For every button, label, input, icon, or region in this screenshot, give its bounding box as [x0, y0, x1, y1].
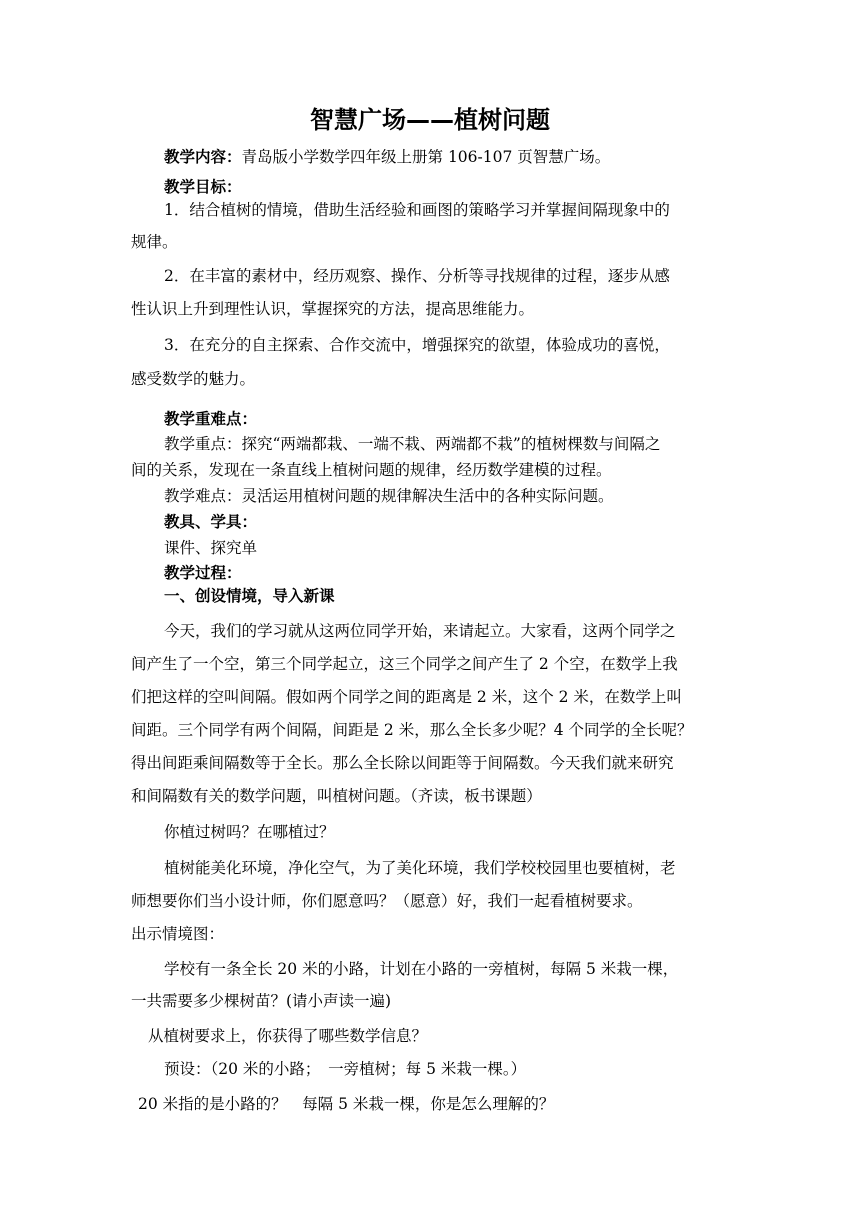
section-1-heading: 一、创设情境，导入新课 [164, 587, 335, 605]
paragraph-7: 预设：（20 米的小路； 一旁植树；每 5 米栽一棵。） [164, 1060, 527, 1078]
paragraph-4: 出示情境图： [131, 925, 225, 943]
paragraph-1-line-1: 今天，我们的学习就从这两位同学开始，来请起立。大家看，这两个同学之 [164, 622, 676, 640]
tools-text: 课件、探究单 [164, 539, 258, 557]
paragraph-3-line-1: 植树能美化环境，净化空气，为了美化环境，我们学校校园里也要植树，老 [164, 859, 676, 877]
paragraph-6: 从植树要求上，你获得了哪些数学信息？ [148, 1027, 428, 1045]
key-points-heading: 教学重难点： [164, 410, 258, 428]
teaching-content-line [164, 146, 610, 168]
key-point-line-1: 教学重点：探究“两端都栽、一端不栽、两端都不栽”的植树棵数与间隔之 [164, 435, 661, 453]
difficulty-line: 教学难点：灵活运用植树问题的规律解决生活中的各种实际问题。 [164, 487, 614, 505]
paragraph-3-line-2: 师想要你们当小设计师，你们愿意吗？（愿意）好，我们一起看植树要求。 [131, 892, 643, 910]
goal-2-line-1: 2．在丰富的素材中，经历观察、操作、分析等寻找规律的过程，逐步从感 [164, 267, 670, 285]
key-point-line-2: 间的关系，发现在一条直线上植树问题的规律，经历数学建模的过程。 [131, 461, 612, 479]
paragraph-1-line-5: 得出间距乘间隔数等于全长。那么全长除以间距等于间隔数。今天我们就来研究 [131, 754, 674, 772]
goal-3-line-1: 3．在充分的自主探索、合作交流中，增强探究的欲望，体验成功的喜悦， [164, 336, 670, 354]
paragraph-2: 你植过树吗？在哪植过？ [164, 823, 335, 841]
goals-heading: 教学目标： [164, 178, 242, 196]
goal-1-line-2: 规律。 [131, 233, 178, 251]
teaching-content-text: 青岛版小学数学四年级上册第 106-107 页智慧广场。 [241, 148, 611, 166]
paragraph-1-line-4: 间距。三个同学有两个间隔，间距是 2 米，那么全长多少呢？4 个同学的全长呢？ [131, 721, 693, 739]
goal-3-line-2: 感受数学的魅力。 [131, 370, 256, 388]
process-heading: 教学过程： [164, 564, 242, 582]
document-title: 智慧广场——植树问题 [310, 106, 550, 134]
paragraph-5-line-1: 学校有一条全长 20 米的小路，计划在小路的一旁植树，每隔 5 米栽一棵， [164, 960, 679, 978]
goal-2-line-2: 性认识上升到理性认识，掌握探究的方法，提高思维能力。 [131, 300, 535, 318]
paragraph-1-line-6: 和间隔数有关的数学问题，叫植树问题。（齐读，板书课题） [131, 787, 542, 805]
paragraph-1-line-2: 间产生了一个空，第三个同学起立，这三个同学之间产生了 2 个空，在数学上我 [131, 655, 678, 673]
goal-1-line-1: 1．结合植树的情境，借助生活经验和画图的策略学习并掌握间隔现象中的 [164, 201, 670, 219]
paragraph-8: 20 米指的是小路的？ 每隔 5 米栽一棵，你是怎么理解的？ [138, 1095, 555, 1113]
paragraph-5-line-2: 一共需要多少棵树苗？(请小声读一遍) [131, 992, 392, 1010]
paragraph-1-line-3: 们把这样的空叫间隔。假如两个同学之间的距离是 2 米，这个 2 米，在数学上叫 [131, 688, 682, 706]
teaching-content-label: 教学内容： [164, 148, 242, 166]
tools-heading: 教具、学具： [164, 513, 258, 531]
